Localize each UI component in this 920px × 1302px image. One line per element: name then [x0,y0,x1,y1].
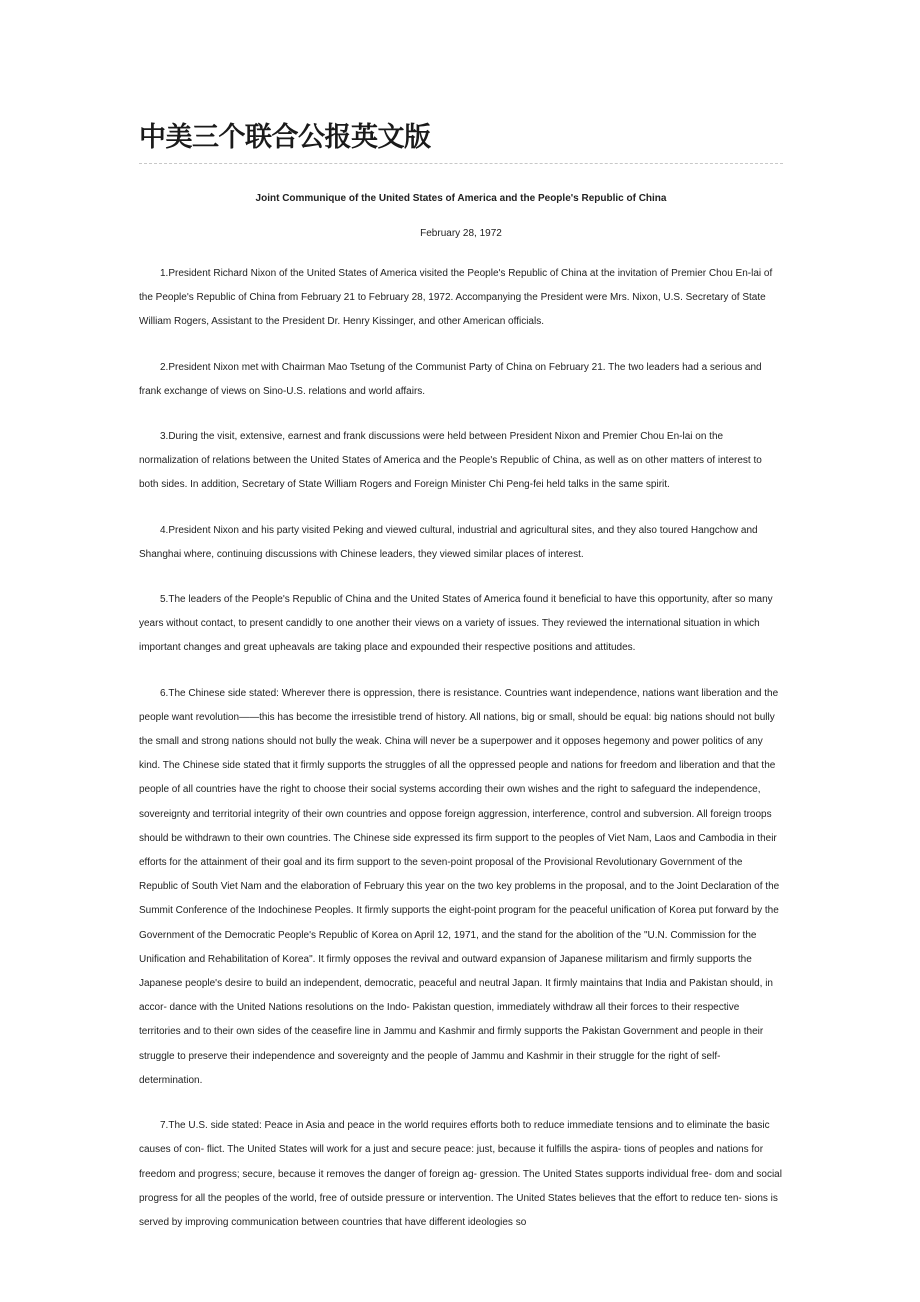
paragraph-6: 6.The Chinese side stated: Wherever there is oppression, there is resistance. Countries want independence, nations want liberation and the people want revolution——this has become the irresistible trend of history. All nations, big or small, should be equal: big nations should not bully the small and strong nations should not bully the weak. China will never be a superpower and it opposes hegemony and power politics of any kind. The Chinese side stated that it firmly supports the struggles of all the oppressed people and nations for freedom and liberation and that the people of all countries have the right to choose their social systems according their own wishes and the right to safeguard the independence, sovereignty and territorial integrity of their own countries and oppose foreign aggression, interference, control and subversion. All foreign troops should be withdrawn to their own countries. The Chinese side expressed its firm support to the peoples of Viet Nam, Laos and Cambodia in their efforts for the attainment of their goal and its firm support to the seven-point proposal of the Provisional Revolutionary Government of the Republic of South Viet Nam and the elaboration of February this year on the two key problems in the proposal, and to the Joint Declaration of the Summit Conference of the Indochinese Peoples. It firmly supports the eight-point program for the peaceful unification of Korea put forward by the Government of the Democratic People's Republic of Korea on April 12, 1971, and the stand for the abolition of the "U.N. Commission for the Unification and Rehabilitation of Korea". It firmly opposes the revival and outward expansion of Japanese militarism and firmly supports the Japanese people's desire to build an independent, democratic, peaceful and neutral Japan. It firmly maintains that India and Pakistan should, in accor- dance with the United Nations resolutions on the Indo- Pakistan question, immediately withdraw all their forces to their respective territories and to their own sides of the ceasefire line in Jammu and Kashmir and firmly supports the Pakistan Government and people in their struggle to preserve their independence and sovereignty and the people of Jammu and Kashmir in their struggle for the right of self-determination. [139,687,780,1086]
document-page [139,0,783,1235]
paragraph-2: 2.President Nixon met with Chairman Mao Tsetung of the Communist Party of China on February 21. The two leaders had a serious and frank exchange of views on Sino-U.S. relations and world affairs. [139,361,762,397]
paragraph-5: 5.The leaders of the People's Republic of China and the United States of America found it beneficial to have this opportunity, after so many years without contact, to present candidly to one another their views on a variety of issues. They reviewed the international situation in which important changes and great upheavals are taking place and expounded their respective positions and attitudes. [139,594,773,654]
paragraph-1: 1.President Richard Nixon of the United States of America visited the People's Republic of China at the invitation of Premier Chou En-lai of the People's Republic of China from February 21 to February 28, 1972. Accompanying the President were Mrs. Nixon, U.S. Secretary of State William Rogers, Assistant to the President Dr. Henry Kissinger, and other American officials. [139,268,773,328]
communique-heading: Joint Communique of the United States of America and the People's Republic of China [255,193,667,204]
communique-body [139,262,783,1235]
communique-date: February 28, 1972 [420,228,502,239]
paragraph-3: 3.During the visit, extensive, earnest and frank discussions were held between President Nixon and Premier Chou En-lai on the normalization of relations between the United States of America and the People's Republic of China, as well as on other matters of interest to both sides. In addition, Secretary of State William Rogers and Foreign Minister Chi Peng-fei held talks in the same spirit. [139,431,762,491]
page-title: 中美三个联合公报英文版 [139,122,431,153]
title-divider [139,163,783,164]
paragraph-7: 7.The U.S. side stated: Peace in Asia and peace in the world requires efforts both to reduce immediate tensions and to eliminate the basic causes of con- flict. The United States will work for a just and secure peace: just, because it fulfills the aspira- tions of peoples and nations for freedom and progress; secure, because it removes the danger of foreign ag- gression. The United States supports individual free- dom and social progress for all the peoples of the world, free of outside pressure or intervention. The United States believes that the effort to reduce ten- sions is served by improving communication between countries that have different ideologies so [139,1120,782,1228]
paragraph-4: 4.President Nixon and his party visited Peking and viewed cultural, industrial and agricultural sites, and they also toured Hangchow and Shanghai where, continuing discussions with Chinese leaders, they viewed similar places of interest. [139,524,758,560]
